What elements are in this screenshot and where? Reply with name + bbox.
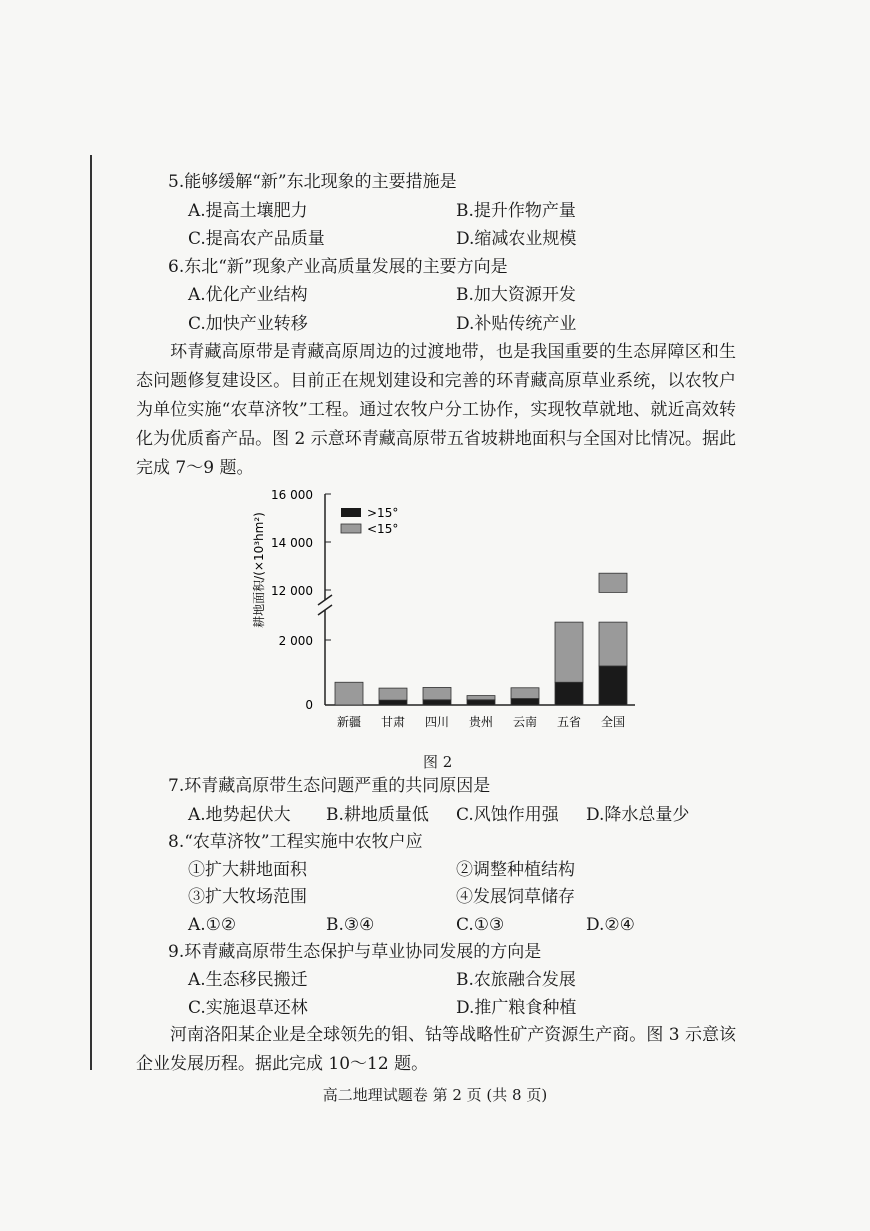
q9-option-a: A.生态移民搬迁: [188, 970, 308, 990]
q5-stem: 5.能够缓解“新”东北现象的主要措施是: [168, 172, 457, 192]
q5-option-c: C.提高农产品质量: [188, 229, 325, 249]
x-tick-label: 云南: [512, 715, 538, 729]
q8-option-a: A.①②: [188, 915, 237, 935]
bar-gentle-5: [555, 622, 583, 682]
y-tick-label: 16 000: [271, 488, 313, 502]
bar-national-upper-segment: [599, 573, 627, 592]
q9-option-b: B.农旅融合发展: [456, 970, 576, 990]
q6-option-c: C.加快产业转移: [188, 314, 308, 334]
y-tick-label: 12 000: [271, 584, 313, 598]
bar-steep-6: [599, 666, 627, 705]
legend-label-gentle: <15°: [367, 522, 399, 536]
x-tick-label: 甘肃: [380, 715, 406, 729]
passage-1: [136, 338, 736, 483]
x-tick-label: 五省: [556, 715, 582, 729]
passage-1-text: 环青藏高原带是青藏高原周边的过渡地带，也是我国重要的生态屏障区和生态问题修复建设区。目前正在规划建设和完善的环青藏高原草业系统，以农牧户为单位实施“农草济牧”工程。通过农牧户分工协作，实现牧草就地、就近高效转化为优质畜产品。图 2 示意环青藏高原带五省坡耕地面积与全国对比情况。据此完成 7～9 题。: [136, 342, 736, 478]
y-tick-label: 2 000: [278, 634, 313, 648]
q8-option-b: B.③④: [326, 915, 375, 935]
passage-2-text: 河南洛阳某企业是全球领先的钼、钴等战略性矿产资源生产商。图 3 示意该企业发展历程。据此完成 10～12 题。: [136, 1025, 736, 1074]
bar-gentle-6: [599, 622, 627, 666]
q5-option-a: A.提高土壤肥力: [188, 201, 308, 221]
q7-option-c: C.风蚀作用强: [456, 805, 559, 825]
q6-stem: 6.东北“新”现象产业高质量发展的主要方向是: [168, 257, 508, 277]
q7-option-d: D.降水总量少: [586, 805, 690, 825]
x-tick-label: 贵州: [468, 715, 494, 729]
bar-gentle-3: [467, 696, 495, 700]
q9-stem: 9.环青藏高原带生态保护与草业协同发展的方向是: [168, 942, 542, 962]
bar-steep-3: [467, 700, 495, 705]
q8-choice-3: ③扩大牧场范围: [188, 887, 307, 907]
q7-option-a: A.地势起伏大: [188, 805, 291, 825]
q6-option-b: B.加大资源开发: [456, 285, 576, 305]
margin-rule: [90, 155, 92, 1070]
bar-gentle-0: [335, 682, 363, 705]
figure-2-chart: [245, 480, 645, 755]
x-tick-label: 新疆: [336, 715, 362, 729]
q8-choice-4: ④发展饲草储存: [456, 887, 575, 907]
legend-swatch-gentle: [341, 524, 361, 533]
bar-gentle-1: [379, 688, 407, 700]
page-footer: 高二地理试题卷 第 2 页 (共 8 页): [322, 1086, 548, 1104]
q5-option-d: D.缩减农业规模: [456, 229, 577, 249]
figure-2-caption: 图 2: [423, 753, 453, 771]
bar-gentle-4: [511, 688, 539, 699]
y-axis-label: 耕地面积/(×10³hm²): [252, 512, 266, 628]
q7-stem: 7.环青藏高原带生态问题严重的共同原因是: [168, 776, 491, 796]
y-tick-label: 14 000: [271, 536, 313, 550]
x-tick-label: 四川: [424, 715, 450, 729]
bar-steep-4: [511, 699, 539, 706]
q6-option-a: A.优化产业结构: [188, 285, 308, 305]
q8-stem: 8.“农草济牧”工程实施中农牧户应: [168, 832, 423, 852]
q9-option-c: C.实施退草还林: [188, 998, 308, 1018]
q8-choice-2: ②调整种植结构: [456, 860, 575, 880]
bar-steep-5: [555, 682, 583, 705]
bar-steep-1: [379, 700, 407, 705]
bar-steep-2: [423, 700, 451, 705]
q8-option-c: C.①③: [456, 915, 505, 935]
q5-option-b: B.提升作物产量: [456, 201, 576, 221]
passage-2: [136, 1021, 736, 1079]
q8-option-d: D.②④: [586, 915, 635, 935]
y-tick-label: 0: [305, 698, 313, 712]
x-tick-label: 全国: [600, 715, 626, 729]
bar-chart: [245, 480, 645, 755]
legend-swatch-steep: [341, 508, 361, 517]
q9-option-d: D.推广粮食种植: [456, 998, 577, 1018]
legend-label-steep: >15°: [367, 506, 399, 520]
q7-option-b: B.耕地质量低: [326, 805, 429, 825]
bar-gentle-2: [423, 687, 451, 699]
q6-option-d: D.补贴传统产业: [456, 314, 577, 334]
q8-choice-1: ①扩大耕地面积: [188, 860, 307, 880]
